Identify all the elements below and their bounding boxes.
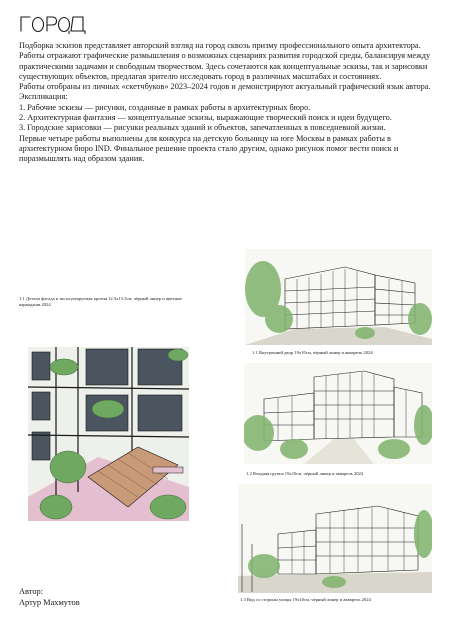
- caption-street-view: 1.3 Вид со стороны улицы 19х10см, чёрный линер и акварель 2024: [240, 597, 371, 602]
- author-label: Автор:: [19, 587, 44, 596]
- sketch-entrance: [244, 363, 432, 464]
- explication-item: 1. Рабочие эскизы — рисунки, созданные в рамках работы в архитектурных бюро.: [19, 102, 311, 112]
- caption-facade-detail: 1.1 Детали фасада и эксплуатируемая кровля 12.5х13.5см, чёрный линер и цветные карандаши 2024: [19, 296, 183, 307]
- intro-text: [19, 41, 437, 165]
- author-block: [19, 586, 80, 608]
- intro-paragraph: Работы отобраны из личных «скетчбуков» 2023–2024 годов и демонстрируют актуальный графический язык автора.: [19, 82, 431, 92]
- sketch-courtyard: [245, 249, 432, 345]
- sketch-street-view: [238, 484, 432, 593]
- caption-entrance: 1.2 Входная группа 19х10см, чёрный линер и акварель 2024: [246, 471, 364, 476]
- explication-item: 2. Архитектурная фантазия — концептуальные эскизы, выражающие творческий поиск и идеи будущего.: [19, 113, 392, 123]
- caption-courtyard: 1.1 Внутренний двор 19х10см, чёрный линер и акварель 2024: [252, 350, 373, 355]
- explication-item: 3. Городские зарисовки — рисунки реальных зданий и объектов, запечатленных в повседневной жизни.: [19, 123, 386, 133]
- author-name: Артур Махмутов: [19, 598, 80, 607]
- sketch-facade-detail: [28, 347, 189, 521]
- page-title-lettering: [19, 12, 99, 34]
- intro-paragraph: Первые четыре работы выполнены для конкурса на детскую больницу на юге Москвы в рамках работы в архитектурном бюро IND. Финальное решение проекта стало другим, однако рисунок помог вести поиск и поразмышлять над образом здания.: [19, 133, 399, 164]
- explication-heading: Экспликация:: [19, 92, 68, 102]
- page-title: [19, 12, 99, 34]
- intro-paragraph: Подборка эскизов представляет авторский взгляд на город сквозь призму профессионального опыта архитектора. Работы отражают графические размышления о возможных сценариях развития городской среды, балансируя между практическими задачами и свободным творчеством. Здесь сочетаются как концептуальные эскизы, так и зарисовки существующих объектов, предлагая зрителю исследовать город в различных масштабах и состояниях.: [19, 41, 431, 81]
